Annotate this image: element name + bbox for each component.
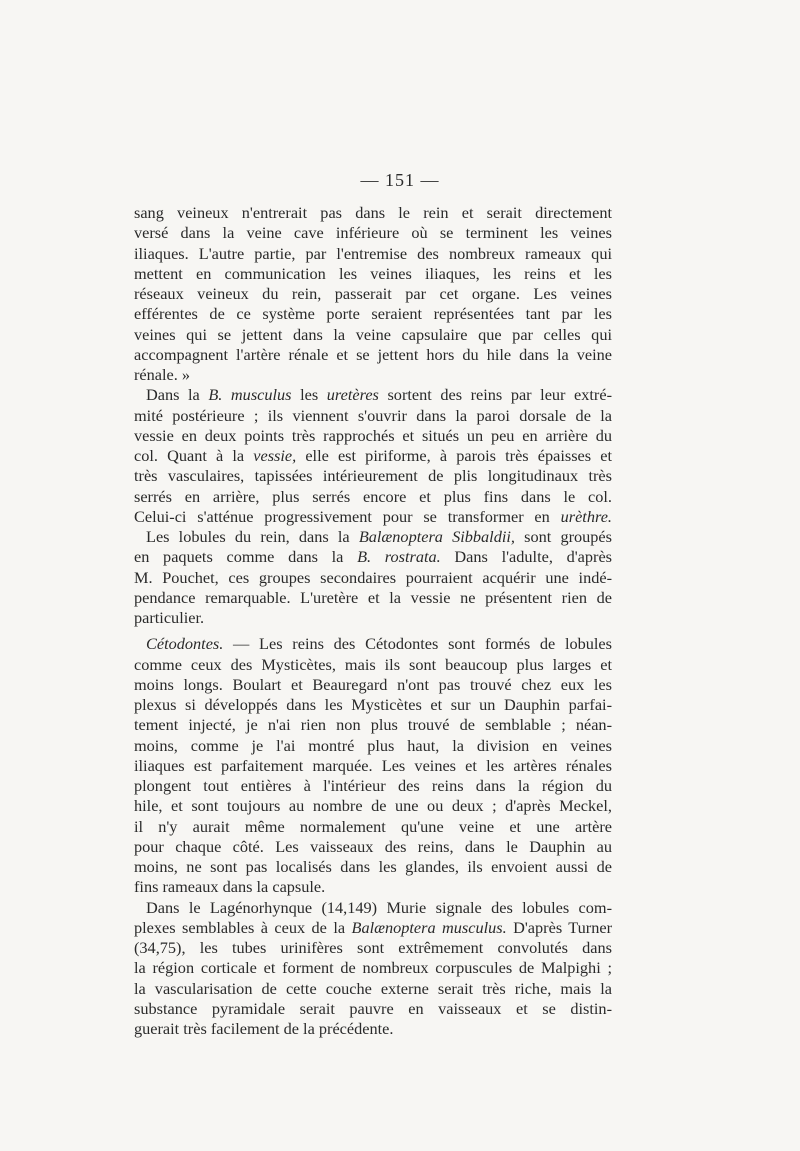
text-line: Dans le Lagénorhynque (14,149) Murie signale des lobules com- [146,897,612,917]
text-line: sang veineux n'entrerait pas dans le rein et serait directement [134,203,612,222]
text-line: plexes semblables à ceux de la Balænoptera musculus. D'après Turner [134,917,612,937]
text-line: iliaques. L'autre partie, par l'entremise des nombreux rameaux qui [134,243,612,263]
page-number: — 151 — [360,170,440,190]
text-line: très vasculaires, tapissées intérieurement de plis longitudinaux très [134,466,612,486]
text-line: veines qui se jettent dans la veine capsulaire que par celles qui [134,324,612,344]
text-line: Celui-ci s'atténue progressivement pour se transformer en urèthre. [134,506,612,526]
text-line: Les lobules du rein, dans la Balænoptera Sibbaldii, sont groupés [146,527,612,546]
text-line: plexus si développés dans les Mysticètes et sur un Dauphin parfai- [134,695,612,714]
text-line: iliaques est parfaitement marquée. Les veines et les artères rénales [134,755,612,775]
text-line: moins, ne sont pas localisés dans les glandes, ils envoient aussi de [134,857,612,876]
text-line: comme ceux des Mysticètes, mais ils sont beaucoup plus larges et [134,654,612,674]
text-line: la vascularisation de cette couche externe serait très riche, mais la [134,978,612,998]
text-line: pour chaque côté. Les vaisseaux des reins, dans le Dauphin au [134,836,612,856]
text-line: col. Quant à la vessie, elle est piriforme, à parois très épaisses et [134,446,612,465]
text-line: mité postérieure ; ils viennent s'ouvrir dans la paroi dorsale de la [134,405,612,425]
text-line: serrés en arrière, plus serrés encore et plus fins dans le col. [134,486,612,506]
text-line: moins, comme je l'ai montré plus haut, la division en veines [134,735,612,755]
text-line: efférentes de ce système porte seraient représentées tant par les [134,304,612,324]
text-line: hile, et sont toujours au nombre de une ou deux ; d'après Meckel, [134,796,612,816]
body-text [134,203,612,1039]
text-line: il n'y aurait même normalement qu'une veine et une artère [134,816,612,836]
text-line: guerait très facilement de la précédente. [134,1019,394,1038]
text-line: M. Pouchet, ces groupes secondaires pourraient acquérir une indé- [134,567,612,587]
text-line: mettent en communication les veines iliaques, les reins et les [134,263,612,283]
text-line: réseaux veineux du rein, passerait par cet organe. Les veines [134,284,612,303]
text-line: tement injecté, je n'ai rien non plus trouvé de semblable ; néan- [134,715,612,735]
text-line: accompagnent l'artère rénale et se jettent hors du hile dans la veine [134,344,612,364]
text-line: particulier. [134,608,205,627]
text-line: Cétodontes. — Les reins des Cétodontes sont formés de lobules [146,634,612,654]
text-line: plongent tout entières à l'intérieur des reins dans la région du [134,776,612,795]
text-line: versé dans la veine cave inférieure où se terminent les veines [134,223,612,243]
text-line: moins longs. Boulart et Beauregard n'ont pas trouvé chez eux les [134,674,612,694]
text-line: (34,75), les tubes urinifères sont extrêmement convolutés dans [134,938,612,957]
text-line: la région corticale et forment de nombreux corpuscules de Malpighi ; [134,958,612,978]
text-line: pendance remarquable. L'uretère et la vessie ne présentent rien de [134,587,612,607]
text-line: Dans la B. musculus les uretères sortent des reins par leur extré- [146,385,613,405]
text-line: vessie en deux points très rapprochés et situés un peu en arrière du [134,425,612,445]
text-line: en paquets comme dans la B. rostrata. Dans l'adulte, d'après [134,547,613,567]
text-line: fins rameaux dans la capsule. [134,877,326,897]
text-line: substance pyramidale serait pauvre en vaisseaux et se distin- [134,998,612,1018]
text-line: rénale. » [134,365,191,384]
